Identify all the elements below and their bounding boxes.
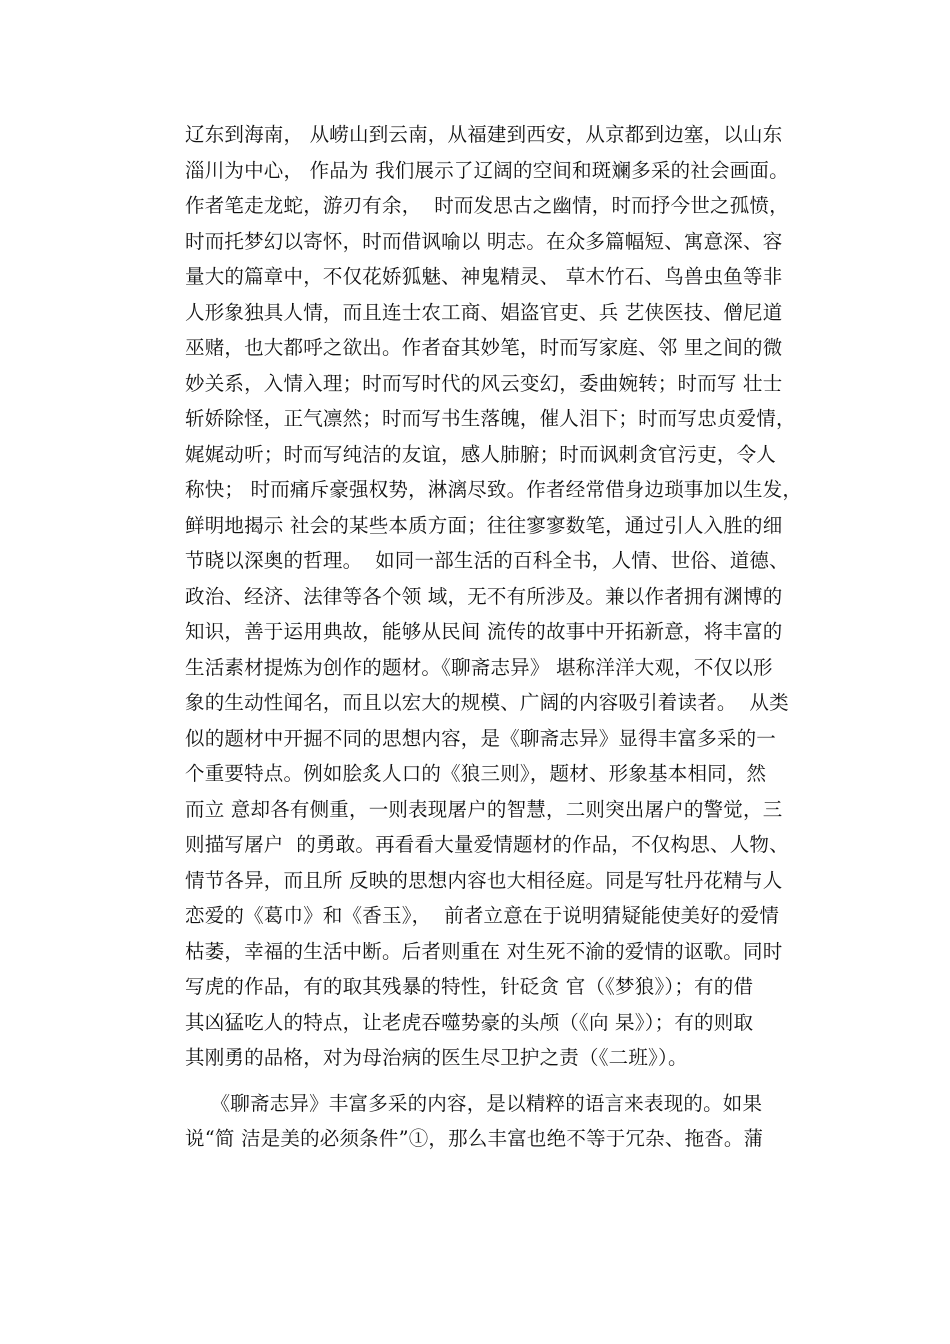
paragraph-gap (185, 1076, 767, 1086)
text-line: 辽东到海南， 从崂山到云南，从福建到西安，从京都到边塞，以山东 (185, 123, 783, 146)
paragraph-2 (185, 1086, 767, 1157)
text-line: 妙关系，入情入理；时而写时代的风云变幻，委曲婉转；时而写 壮士 (185, 371, 783, 395)
text-line: 其凶猛吃人的特点，让老虎吞噬势豪的头颅（《向 杲》）；有的则取 (185, 1010, 754, 1034)
text-line: 恋爱的《葛巾》和《香玉》， 前者立意在于说明猜疑能使美好的爱情 (185, 904, 780, 927)
text-line: 鲜明地揭示 社会的某些本质方面；往往寥寥数笔，通过引人入胜的细 (185, 513, 783, 537)
text-line: 似的题材中开掘不同的思想内容，是《聊斋志异》显得丰富多采的一 (185, 726, 777, 750)
text-line: 政治、经济、法律等各个领 域，无不有所涉及。兼以作者拥有渊博的 (185, 584, 783, 608)
text-line: 节晓以深奥的哲理。 如同一部生活的百科全书，人情、世俗、道德、 (185, 549, 789, 572)
text-line: 量大的篇章中，不仅花娇狐魅、神鬼精灵、 草木竹石、鸟兽虫鱼等非 (185, 265, 783, 288)
text-line: 生活素材提炼为创作的题材。《聊斋志异》 堪称洋洋大观，不仅以形 (185, 655, 773, 679)
text-line: 人形象独具人情，而且连士农工商、娼盗官吏、兵 艺侠医技、僧尼道 (185, 300, 783, 324)
text-line: 而立 意却各有侧重，一则表现屠户的智慧，二则突出屠户的警觉，三 (185, 797, 783, 821)
text-line: 象的生动性闻名，而且以宏大的规模、广阔的内容吸引着读者。 从类 (185, 691, 789, 714)
text-line: 时而托梦幻以寄怀，时而借讽喻以 明志。在众多篇幅短、寓意深、容 (185, 229, 783, 253)
text-line: 巫赌，也大都呼之欲出。作者奋其妙笔，时而写家庭、邻 里之间的微 (185, 336, 783, 359)
text-line: 知识，善于运用典故，能够从民间 流传的故事中开拓新意，将丰富的 (185, 620, 783, 643)
text-line: 其刚勇的品格，对为母治病的医生尽卫护之责（《二班》）。 (185, 1046, 688, 1069)
text-line: 称快； 时而痛斥豪强权势，淋漓尽致。作者经常借身边琐事加以生发， (185, 478, 803, 501)
text-line: 作者笔走龙蛇，游刃有余， 时而发思古之幽情，时而抒今世之孤愤， (185, 194, 789, 217)
text-line: 则描写屠户 的勇敢。再看看大量爱情题材的作品，不仅构思、人物、 (185, 833, 789, 856)
text-line: 娓娓动听；时而写纯洁的友谊，感人肺腑；时而讽刺贪官污吏，令人 (185, 442, 777, 466)
text-line: 写虎的作品，有的取其残暴的特性，针砭贪 官（《梦狼》）；有的借 (185, 975, 754, 998)
document-body (185, 117, 803, 1157)
text-line: 枯萎，幸福的生活中断。后者则重在 对生死不渝的爱情的讴歌。同时 (185, 939, 783, 963)
paragraph-1 (185, 117, 803, 1076)
text-line: 《聊斋志异》丰富多采的内容，是以精粹的语言来表现的。如果 (185, 1091, 763, 1115)
text-line: 个重要特点。例如脍炙人口的《狼三则》，题材、形象基本相同，然 (185, 762, 767, 785)
text-line: 淄川为中心， 作品为 我们展示了辽阔的空间和斑斓多采的社会画面。 (185, 158, 789, 182)
text-line: 说“简 洁是美的必须条件”①，那么丰富也绝不等于冗杂、拖沓。蒲 (185, 1127, 764, 1150)
text-line: 斩娇除怪，正气凛然；时而写书生落魄，催人泪下；时而写忠贞爱情， (185, 407, 796, 430)
text-line: 情节各异，而且所 反映的思想内容也大相径庭。同是写牡丹花精与人 (185, 868, 783, 892)
